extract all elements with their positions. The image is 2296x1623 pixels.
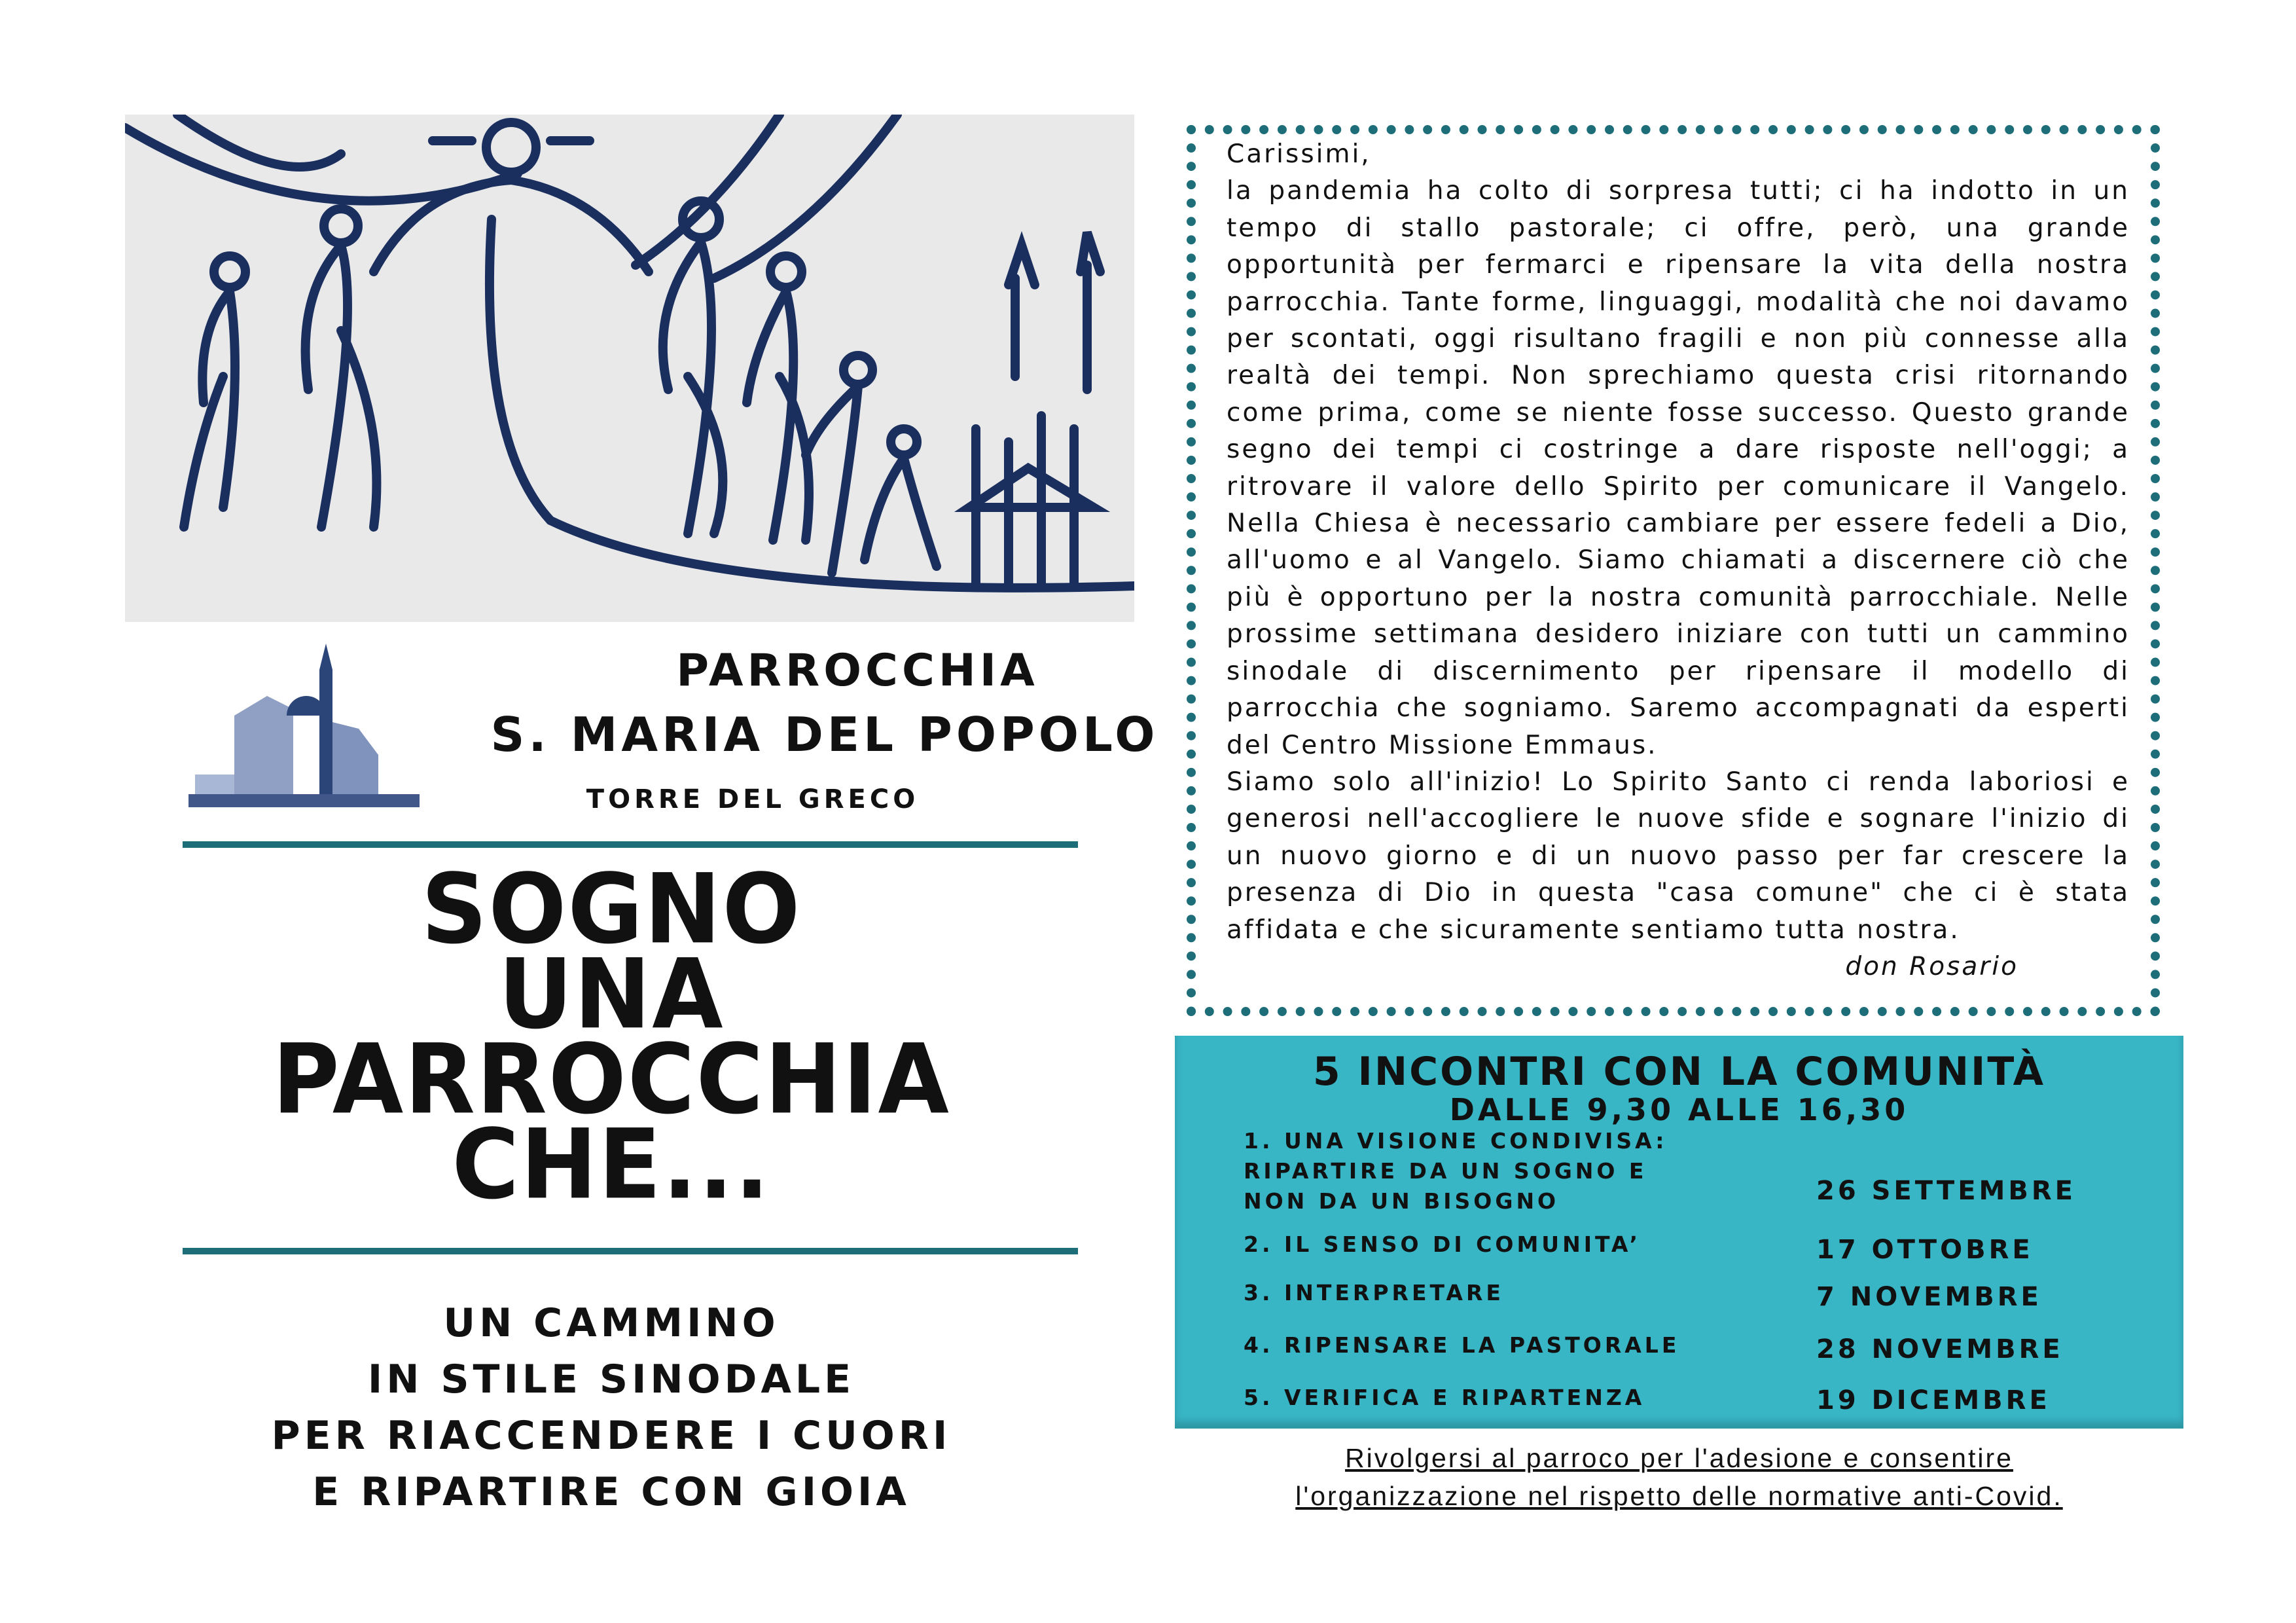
subtitle-line: E RIPARTIRE CON GIOIA <box>312 1469 910 1515</box>
footer-line: Rivolgersi al parroco per l'adesione e consentire <box>1345 1443 2013 1473</box>
letter <box>1227 136 2130 985</box>
title-line-4: CHE... <box>452 1108 771 1222</box>
meeting-label: 1. UNA VISIONE CONDIVISA: RIPARTIRE DA UN SOGNO E NON DA UN BISOGNO <box>1244 1128 1668 1214</box>
letter-body-2: Siamo solo all'inizio! Lo Spirito Santo ci renda laboriosi e generosi nell'accogliere le nuove sfide e sognare l'inizio di un nuovo giorno e di un nuovo passo per far crescere la presenza di Dio in questa "casa comune" che ci è stata affidata e che sicuramente sentiamo tutta nostra. <box>1227 767 2130 945</box>
meeting-label: 4. RIPENSARE LA PASTORALE <box>1244 1332 1680 1358</box>
divider-top <box>183 841 1078 848</box>
meetings-hours: DALLE 9,30 ALLE 16,30 <box>1449 1092 1909 1127</box>
footer-line: l'organizzazione nel rispetto delle normative anti-Covid. <box>1295 1481 2063 1511</box>
meetings-panel <box>1175 1036 2183 1429</box>
divider-bottom <box>183 1248 1078 1254</box>
parish-city: TORRE DEL GRECO <box>586 784 920 814</box>
title-line-2: UNA <box>498 938 725 1051</box>
letter-body: la pandemia ha colto di sorpresa tutti; ci ha indotto in un tempo di stallo pastorale; ci offre, però, una grande opportunità per fermarci e ripensare la vita della nostra parrocchia. Tante forme, linguaggi, modalità che noi davamo per scontati, oggi risultano fragili e non più connesse alla realtà dei tempi. Non sprechiamo questa crisi ritornando come prima, come se niente fosse successo. Questo grande segno dei tempi ci costringe a dare risposte nell'oggi; a ritrovare il valore dello Spirito per comunicare il Vangelo. Nella Chiesa è necessario cambiare per essere fedeli a Dio, all'uomo e al Vangelo. Siamo chiamati a discernere ciò che più è opportuno per la nostra comunità parrocchiale. Nelle prossime settimana desidero iniziare con tutti un cammino sinodale di discernimento per ripensare il modello di parrocchia che sogniamo. Saremo accompagnati da esperti del Centro Missione Emmaus. <box>1227 176 2130 760</box>
meeting-date: 17 OTTOBRE <box>1816 1235 2034 1265</box>
title-line-1: SOGNO <box>421 853 802 966</box>
meetings-title: 5 INCONTRI CON LA COMUNITÀ <box>1312 1049 2046 1095</box>
parish-name: S. MARIA DEL POPOLO <box>490 707 1159 762</box>
title-line-3: PARROCCHIA <box>272 1023 950 1137</box>
parish-label: PARROCCHIA <box>676 645 1039 697</box>
hero-illustration <box>125 115 1134 622</box>
meeting-date: 7 NOVEMBRE <box>1816 1282 2042 1312</box>
meeting-label: 5. VERIFICA E RIPARTENZA <box>1244 1385 1645 1410</box>
footer-note <box>1175 1439 2183 1515</box>
meeting-label: 2. IL SENSO DI COMUNITA’ <box>1244 1231 1641 1257</box>
subtitle <box>153 1295 1069 1520</box>
letter-signature: don Rosario <box>1845 951 2018 981</box>
subtitle-line: IN STILE SINODALE <box>367 1357 855 1402</box>
letter-greeting: Carissimi, <box>1227 139 1371 169</box>
meeting-date: 26 SETTEMBRE <box>1816 1176 2076 1206</box>
meeting-date: 19 DICEMBRE <box>1816 1385 2051 1415</box>
meeting-date: 28 NOVEMBRE <box>1816 1334 2064 1364</box>
meeting-label: 3. INTERPRETARE <box>1244 1280 1504 1305</box>
subtitle-line: PER RIACCENDERE I CUORI <box>271 1413 952 1459</box>
subtitle-line: UN CAMMINO <box>443 1300 780 1346</box>
